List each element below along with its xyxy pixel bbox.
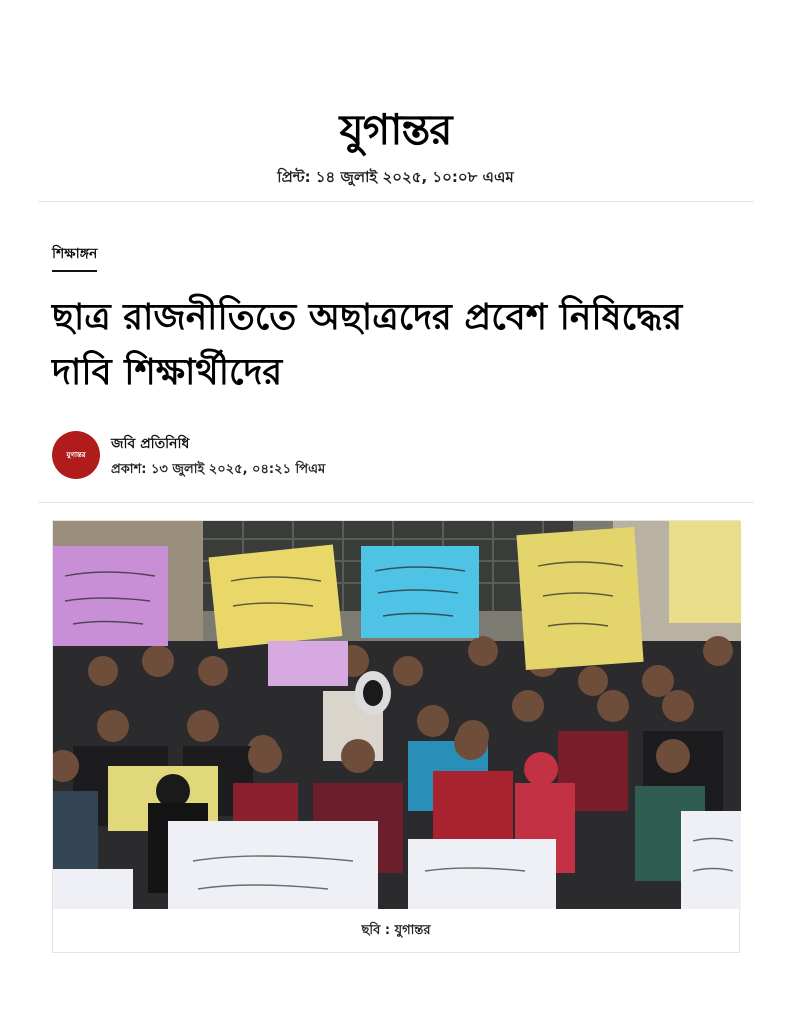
article-headline — [52, 290, 752, 400]
site-logo[interactable]: যুগান্তর — [339, 105, 452, 154]
header-divider — [38, 201, 754, 202]
publish-date: প্রকাশ: ১৩ জুলাই ২০২৫, ০৪:২১ পিএম — [111, 462, 326, 477]
author-avatar — [52, 431, 100, 479]
avatar-logo-text: যুগান্তর — [66, 451, 86, 459]
article-photo-figure — [52, 520, 740, 953]
author-name[interactable]: জবি প্রতিনিধি — [111, 436, 190, 452]
photo-caption: ছবি : যুগান্তর — [361, 922, 431, 938]
article-photo — [53, 521, 741, 909]
print-date: প্রিন্ট: ১৪ জুলাই ২০২৫, ১০:০৮ এএম — [277, 168, 514, 186]
category-link[interactable]: শিক্ষাঙ্গন — [52, 242, 97, 272]
byline-divider — [38, 502, 754, 503]
headline-line-2: দাবি শিক্ষার্থীদের — [52, 352, 283, 393]
headline-line-1: ছাত্র রাজনীতিতে অছাত্রদের প্রবেশ নিষিদ্ধের — [52, 297, 683, 338]
